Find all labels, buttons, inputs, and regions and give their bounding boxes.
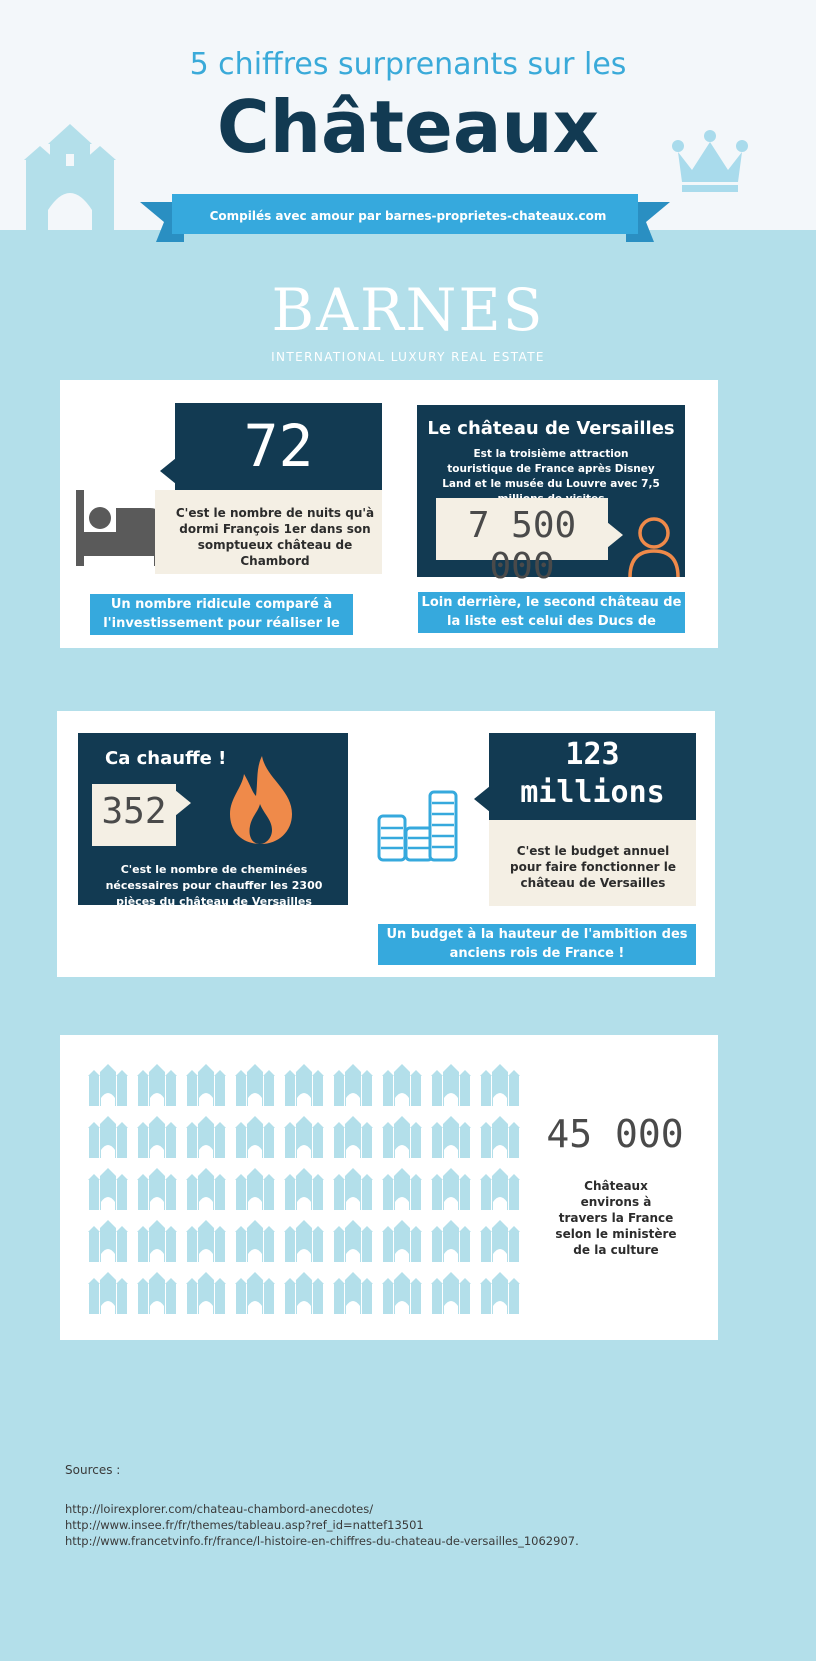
- page-subtitle: 5 chiffres surprenants sur les: [189, 47, 627, 82]
- castle-grid-icon: [235, 1168, 275, 1210]
- castle-grid-icon: [333, 1220, 373, 1262]
- budget-text: C'est le budget annuel pour faire fonctionner le château de Versailles: [510, 844, 676, 890]
- castle-grid-icon: [333, 1168, 373, 1210]
- castle-grid-icon: [137, 1168, 177, 1210]
- pointer-arrow-icon: [175, 790, 191, 816]
- versailles-text: Est la troisième attraction touristique de France après Disney Land et le musée du Louvre avec 7,5: [442, 448, 660, 490]
- castle-grid-icon: [284, 1272, 324, 1314]
- castle-grid-icon: [186, 1272, 226, 1314]
- pointer-arrow-icon: [474, 786, 490, 812]
- castle-grid-icon: [480, 1064, 520, 1106]
- castle-grid-icon: [137, 1220, 177, 1262]
- versailles-footer: Loin derrière, le second château de la liste est celui des Ducs de Bretagne: [418, 592, 685, 633]
- castle-grid-icon: [284, 1064, 324, 1106]
- versailles-title: Le château de Versailles: [427, 418, 675, 439]
- pointer-arrow-icon: [607, 522, 623, 548]
- castle-grid-icon: [333, 1064, 373, 1106]
- bed-icon: [76, 490, 164, 570]
- nights-number: 72: [243, 412, 314, 480]
- visits-number: 7 500 000: [467, 505, 577, 587]
- castle-grid-icon: [88, 1064, 128, 1106]
- nights-text: C'est le nombre de nuits qu'à dormi François 1er dans son somptueux château de Chambord: [175, 506, 375, 568]
- castle-icon-grid: [88, 1064, 528, 1320]
- castle-grid-icon: [284, 1168, 324, 1210]
- castle-grid-icon: [480, 1272, 520, 1314]
- castle-grid-icon: [137, 1116, 177, 1158]
- budget-footer: Un budget à la hauteur de l'ambition des anciens rois de France !: [378, 924, 696, 965]
- fireplaces-text: C'est le nombre de cheminées nécessaires pour chauffer les 2300 pièces du château de Versailles: [105, 863, 323, 908]
- castle-grid-icon: [382, 1168, 422, 1210]
- castle-grid-icon: [186, 1168, 226, 1210]
- fireplaces-number: 352: [101, 791, 167, 832]
- castle-grid-icon: [186, 1116, 226, 1158]
- coins-icon: [376, 788, 462, 864]
- person-icon: [627, 515, 681, 577]
- budget-number: 123: [565, 737, 620, 772]
- pointer-arrow-icon: [160, 458, 176, 484]
- castle-grid-icon: [137, 1064, 177, 1106]
- castle-grid-icon: [480, 1168, 520, 1210]
- castle-grid-icon: [382, 1064, 422, 1106]
- castle-grid-icon: [431, 1168, 471, 1210]
- flame-icon: [226, 756, 296, 844]
- castle-grid-icon: [382, 1116, 422, 1158]
- castle-grid-icon: [382, 1220, 422, 1262]
- castle-grid-icon: [431, 1272, 471, 1314]
- nights-footer: Un nombre ridicule comparé à l'investissement pour réaliser le château: [90, 594, 353, 635]
- page-title: Châteaux: [216, 85, 600, 169]
- source-link[interactable]: http://loirexplorer.com/chateau-chambord-anecdotes/: [65, 1502, 374, 1516]
- castle-grid-icon: [284, 1220, 324, 1262]
- castle-grid-icon: [333, 1116, 373, 1158]
- fireplaces-title: Ca chauffe !: [105, 748, 227, 769]
- castle-grid-icon: [137, 1272, 177, 1314]
- castle-grid-icon: [284, 1116, 324, 1158]
- castle-grid-icon: [186, 1220, 226, 1262]
- castle-grid-icon: [333, 1272, 373, 1314]
- castle-grid-icon: [235, 1064, 275, 1106]
- castle-grid-icon: [235, 1272, 275, 1314]
- castle-grid-icon: [235, 1220, 275, 1262]
- castle-grid-icon: [88, 1220, 128, 1262]
- sources-label: Sources :: [65, 1463, 121, 1477]
- castle-grid-icon: [235, 1116, 275, 1158]
- source-link[interactable]: http://www.francetvinfo.fr/france/l-histoire-en-chiffres-du-chateau-de-versailles_1062907.: [65, 1534, 579, 1548]
- ribbon-text: Compilés avec amour par barnes-proprietes-chateaux.com: [209, 209, 607, 223]
- castle-grid-icon: [480, 1220, 520, 1262]
- castle-count-text: Châteaux environs à travers la France selon le ministère de la culture: [555, 1179, 677, 1257]
- barnes-logo: BARNES: [271, 276, 545, 344]
- source-link[interactable]: http://www.insee.fr/fr/themes/tableau.asp?ref_id=nattef13501: [65, 1518, 424, 1532]
- castle-grid-icon: [186, 1064, 226, 1106]
- castle-grid-icon: [88, 1168, 128, 1210]
- castle-grid-icon: [88, 1116, 128, 1158]
- castle-grid-icon: [480, 1116, 520, 1158]
- castle-grid-icon: [431, 1064, 471, 1106]
- castle-count-number: 45 000: [546, 1112, 684, 1156]
- budget-unit: millions: [520, 775, 665, 810]
- barnes-tagline: INTERNATIONAL LUXURY REAL ESTATE: [271, 350, 545, 364]
- castle-grid-icon: [431, 1116, 471, 1158]
- castle-grid-icon: [382, 1272, 422, 1314]
- castle-grid-icon: [431, 1220, 471, 1262]
- castle-grid-icon: [88, 1272, 128, 1314]
